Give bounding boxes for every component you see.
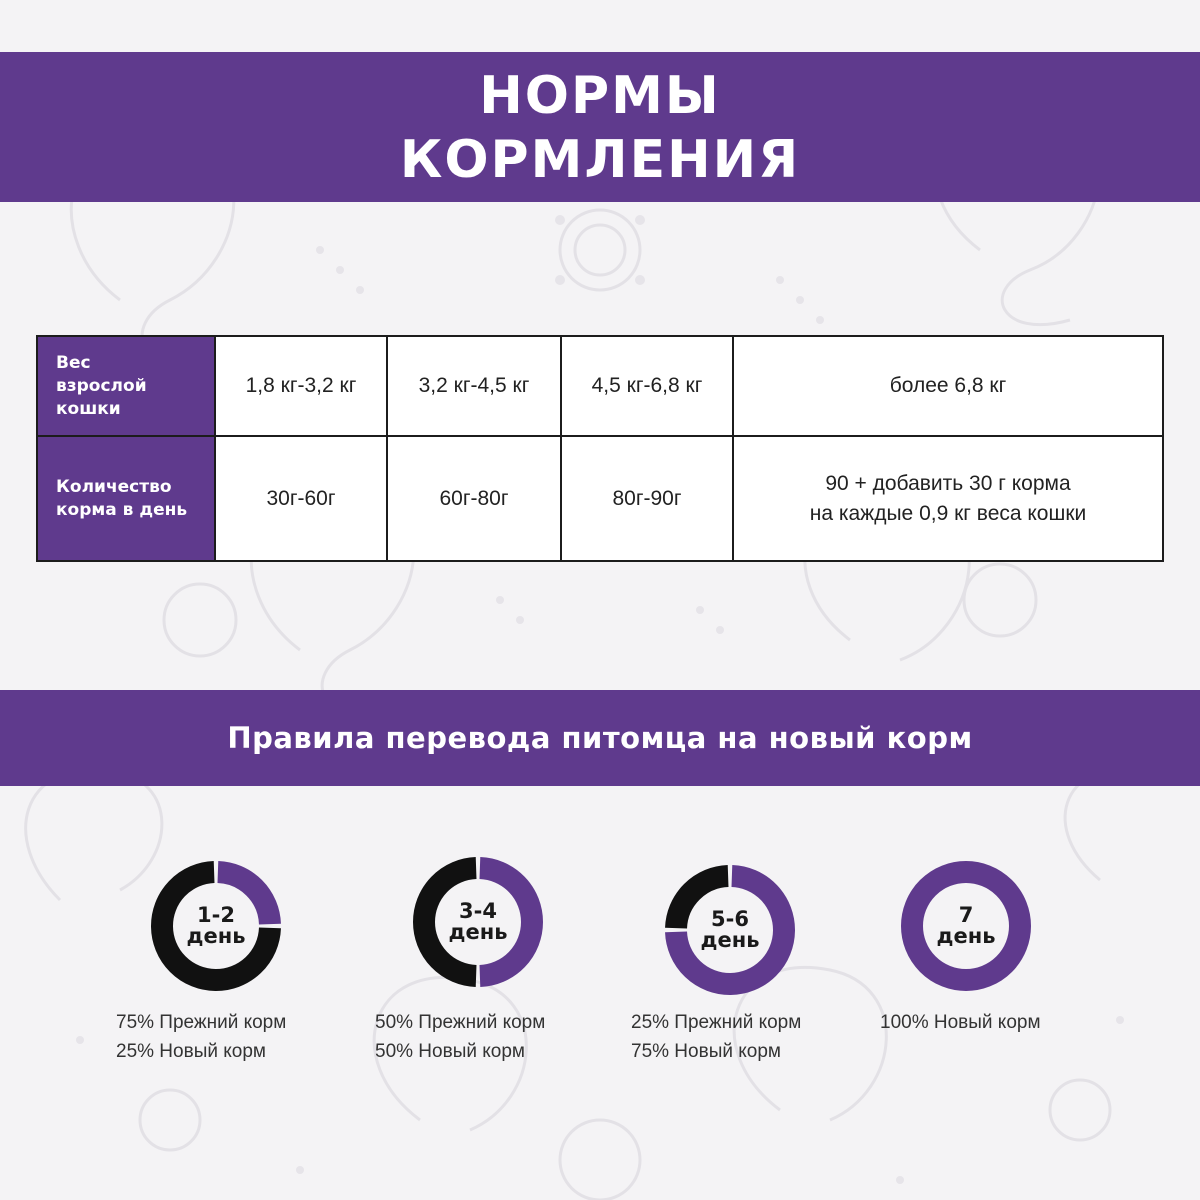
table-cell-amount: 60г-80г [387,436,561,561]
day-word: день [186,924,246,948]
transition-ring-step-2 [408,852,548,992]
ring-label [408,852,548,992]
day-range: 5-6 [711,907,749,931]
table-cell-weight: 3,2 кг-4,5 кг [387,336,561,436]
caption-line-new-food: 75% Новый корм [631,1041,781,1062]
row-header-amount [37,436,215,561]
table-cell-amount-large-cat [733,436,1163,561]
header-banner [0,52,1200,202]
transition-banner [0,690,1200,786]
ring-label [146,856,286,996]
step-caption [880,1008,1041,1037]
day-range: 1-2 [197,903,235,927]
row-header-amount-line: корма в день [56,499,188,520]
caption-line-old-food: 25% Прежний корм [631,1012,802,1033]
day-word: день [700,928,760,952]
table-row-weight [37,336,1163,436]
transition-ring-step-3 [660,860,800,1000]
table-cell-weight: 4,5 кг-6,8 кг [561,336,733,436]
caption-line-old-food: 75% Прежний корм [116,1012,287,1033]
transition-ring-step-1 [146,856,286,996]
page-title-line1: НОРМЫ [479,66,721,126]
caption-line-new-food: 50% Новый корм [375,1041,525,1062]
table-cell-weight: более 6,8 кг [733,336,1163,436]
ring-label [896,856,1036,996]
day-range: 3-4 [459,899,497,923]
step-caption [631,1008,801,1066]
amount-note-line: 90 + добавить 30 г корма [825,471,1071,495]
transition-ring-step-4 [896,856,1036,996]
table-cell-amount: 80г-90г [561,436,733,561]
amount-note-line: на каждые 0,9 кг веса кошки [809,501,1087,525]
caption-line-old-food: 50% Прежний корм [375,1012,546,1033]
day-word: день [936,924,996,948]
feeding-norms-table [36,335,1164,562]
row-header-weight [37,336,215,436]
day-range: 7 [958,903,974,927]
step-caption [116,1008,286,1066]
step-caption [375,1008,545,1066]
caption-line-new-food: 25% Новый корм [116,1041,266,1062]
transition-title: Правила перевода питомца на новый корм [227,721,973,755]
table-cell-amount: 30г-60г [215,436,387,561]
day-word: день [448,920,508,944]
ring-label [660,860,800,1000]
table-cell-weight: 1,8 кг-3,2 кг [215,336,387,436]
row-header-weight-line: кошки [56,398,121,419]
caption-line-new-food: 100% Новый корм [880,1012,1041,1033]
table-row-amount [37,436,1163,561]
row-header-weight-line: Вес [56,352,91,373]
row-header-amount-line: Количество [56,476,172,497]
row-header-weight-line: взрослой [56,375,147,396]
page-title-line2: КОРМЛЕНИЯ [399,130,801,190]
